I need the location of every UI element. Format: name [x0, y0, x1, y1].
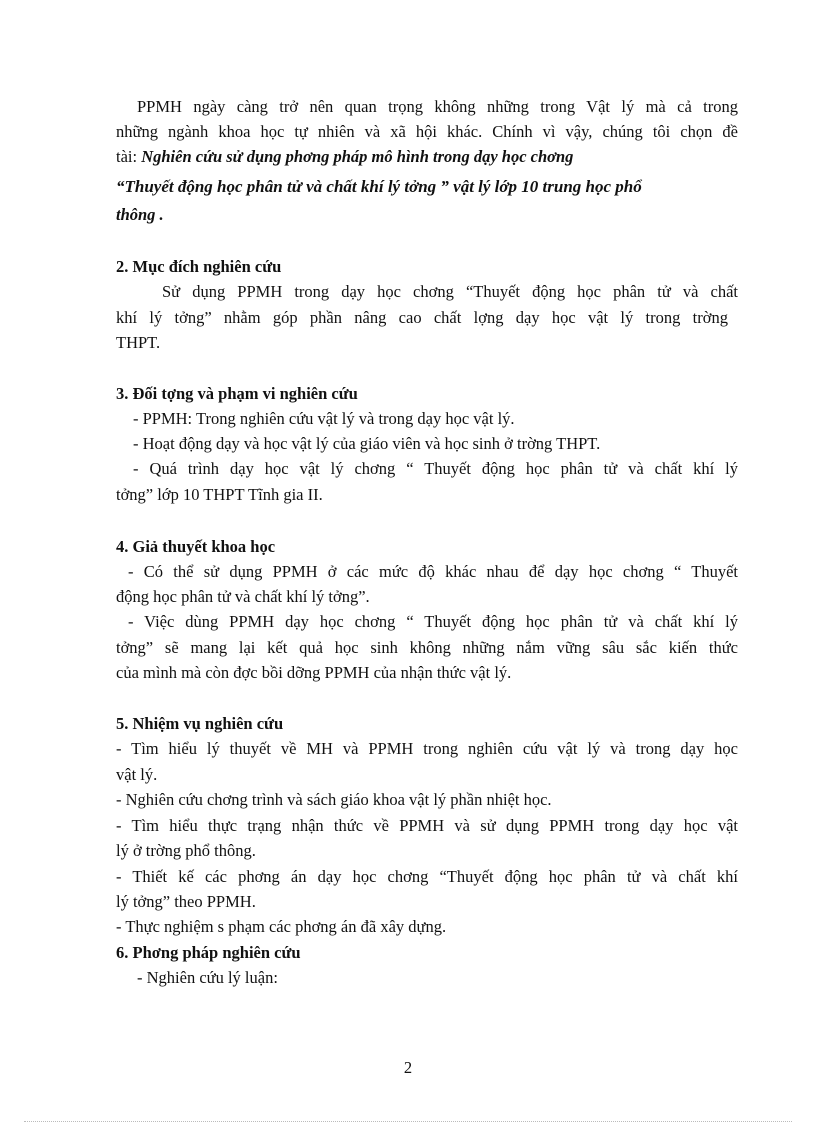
section-6-line-1: - Nghiên cứu lý luận: — [137, 968, 278, 987]
section-4-line-1: - Có thể sử dụng PPMH ở các mức độ khác nhau để dạy học chơng “ Thuyết — [128, 562, 738, 581]
section-5-heading: 5. Nhiệm vụ nghiên cứu — [116, 714, 284, 733]
section-3-line-1: - PPMH: Trong nghiên cứu vật lý và trong dạy học vật lý. — [133, 409, 515, 428]
section-4-heading: 4. Giả thuyết khoa học — [116, 537, 276, 556]
section-5-line-5: lý ở trờng phổ thông. — [116, 841, 256, 860]
intro-line-3-prefix: tài: — [116, 147, 142, 166]
section-3-line-4: tởng” lớp 10 THPT Tĩnh gia II. — [116, 485, 323, 504]
section-5-line-4: - Tìm hiểu thực trạng nhận thức về PPMH và sử dụng PPMH trong dạy học vật — [116, 816, 738, 835]
section-5-line-3: - Nghiên cứu chơng trình và sách giáo khoa vật lý phần nhiệt học. — [116, 790, 552, 809]
thesis-title-part-2: “Thuyết động học phân tử và chất khí lý tởng ” vật lý lớp 10 trung học phổ — [116, 177, 642, 196]
section-5-line-8: - Thực nghiệm s phạm các phơng án đã xây dựng. — [116, 917, 447, 936]
section-2-heading: 2. Mục đích nghiên cứu — [116, 257, 282, 276]
section-4-line-5: của mình mà còn đợc bồi dỡng PPMH của nhận thức vật lý. — [116, 663, 512, 682]
intro-line-1: PPMH ngày càng trở nên quan trọng không những trong Vật lý mà cả trong — [137, 97, 738, 116]
section-5-line-1: - Tìm hiểu lý thuyết về MH và PPMH trong nghiên cứu vật lý và trong dạy học — [116, 739, 738, 758]
section-4-line-2: động học phân tử và chất khí lý tởng”. — [116, 587, 370, 606]
thesis-title-part-3: thông . — [116, 205, 164, 224]
page-bottom-divider — [24, 1121, 792, 1122]
section-2-line-3: THPT. — [116, 333, 161, 352]
section-3-line-2: - Hoạt động dạy và học vật lý của giáo viên và học sinh ở trờng THPT. — [133, 434, 601, 453]
section-3-heading: 3. Đối tợng và phạm vi nghiên cứu — [116, 384, 358, 403]
section-5-line-6: - Thiết kế các phơng án dạy học chơng “Thuyết động học phân tử và chất khí — [116, 867, 738, 886]
section-6-heading: 6. Phơng pháp nghiên cứu — [116, 943, 301, 962]
intro-line-3 — [116, 146, 573, 168]
page-number: 2 — [403, 1058, 413, 1077]
section-5-line-7: lý tởng” theo PPMH. — [116, 892, 256, 911]
section-2-line-2: khí lý tởng” nhằm góp phần nâng cao chất lợng dạy học vật lý trong trờng — [116, 308, 728, 327]
intro-line-2: những ngành khoa học tự nhiên và xã hội khác. Chính vì vậy, chúng tôi chọn đề — [116, 122, 738, 141]
section-3-line-3: - Quá trình dạy học vật lý chơng “ Thuyết động học phân tử và chất khí lý — [133, 459, 738, 478]
section-4-line-4: tởng” sẽ mang lại kết quả học sinh không những nắm vững sâu sắc kiến thức — [116, 638, 738, 657]
thesis-title-part-1: Nghiên cứu sử dụng phơng pháp mô hình trong dạy học chơng — [141, 147, 574, 166]
section-2-line-1: Sử dụng PPMH trong dạy học chơng “Thuyết động học phân tử và chất — [162, 282, 738, 301]
section-5-line-2: vật lý. — [116, 765, 158, 784]
section-4-line-3: - Việc dùng PPMH dạy học chơng “ Thuyết động học phân tử và chất khí lý — [128, 612, 738, 631]
